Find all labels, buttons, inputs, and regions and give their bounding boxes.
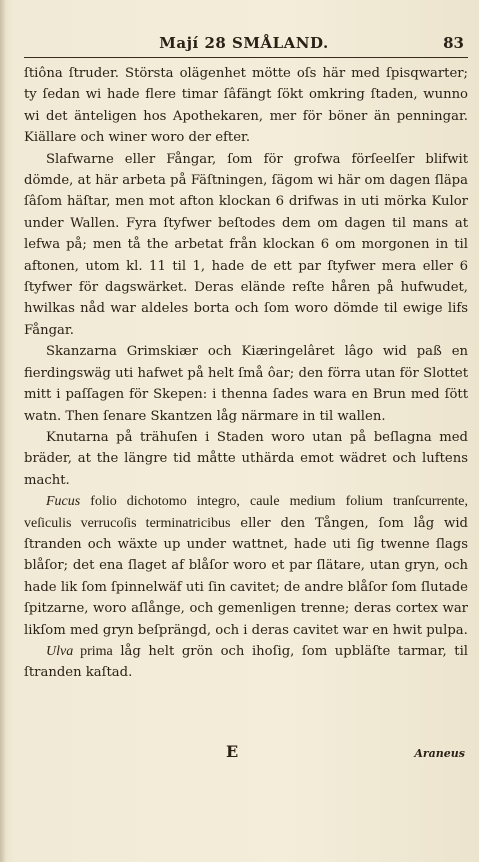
paragraph: [24, 641, 468, 684]
paragraph: Skanzarna Grimskiær och Kiæringelâret lâgo wid paß en fierdingswäg uti hafwet på helt ſmå ôar; den förra utan för Slottet mitt i paſſagen för Skepen: i thenna ſades wara en Brun med ſött watn. Then ſenare Skantzen låg närmare in til wallen.: [24, 344, 468, 424]
paragraph: Knutarna på trähuſen i Staden woro utan på beſlagna med bräder, at the längre tid måtte uthärda emot wädret och luftens macht.: [24, 429, 468, 488]
signature-mark: E: [226, 742, 239, 761]
latin-description: prima: [73, 643, 113, 659]
page-gutter-shadow: [0, 0, 6, 862]
running-title: Mají 28 SMÅLAND.: [159, 34, 329, 52]
paragraph: ſtiôna ſtruder. Största olägenhet mötte oſs här med ſpisqwarter; ty ſedan wi hade flere timar ſâfängt ſökt omkring ſtaden, wunno wi det änteligen hos Apothekaren, mer för böner än penningar. Kiällare och winer woro der efter.: [24, 66, 468, 146]
latin-lead-term: Ulva: [46, 643, 74, 659]
body-text: [24, 63, 468, 684]
paragraph-text: låg helt grön och ihoſig, ſom upbläſte tarmar, til ſtranden kaſtad.: [24, 643, 469, 681]
header-rule: [24, 57, 468, 58]
paragraph-text: eller den Tången, ſom låg wid ſtranden och wäxte up under wattnet, hade uti ſig twenne ſlags blåſor; det ena ſlaget af blåſor woro et par ſlätare, utan gryn, och hade lik ſom ſpinnelwäf uti ſin cavitet; de andre blåſor ſom ſlutade ſpitzarne, woro aſlånge, och gemenligen trenne; deras cortex war likſom med gryn beſprängd, och i deras cavitet war en hwit pulpa.: [24, 515, 468, 638]
paragraph: [24, 491, 468, 641]
page-number: 83: [443, 34, 464, 52]
paragraph: Slafwarne eller Fångar, ſom för grofwa förſeelſer blifwit dömde, at här arbeta på Fäſtningen, ſägom wi här om dagen ſläpa ſâſom häſtar, men mot afton klockan 6 drifwas in uti mörka Kulor under Wallen. Fyra ſtyfwer beſtodes dem om dagen til mans at lefwa på; men tå the arbetat från klockan 6 om morgonen in til aftonen, utom kl. 11 til 1, hade de ett par ſtyfwer mera eller 6 ſtyfwer för dagswärket. Deras elände reſte håren på hufwudet, hwilkas nåd war aldeles borta och ſom woro dömde til ewige lifs Fångar.: [24, 151, 468, 338]
latin-description: folio dichotomo integro, caule medium folium tranſcurrente, veſiculis verrucoſis terminatricibus: [24, 494, 468, 531]
catchword: Araneus: [414, 747, 465, 760]
running-header: [24, 34, 464, 58]
latin-lead-term: Fucus: [46, 494, 81, 510]
